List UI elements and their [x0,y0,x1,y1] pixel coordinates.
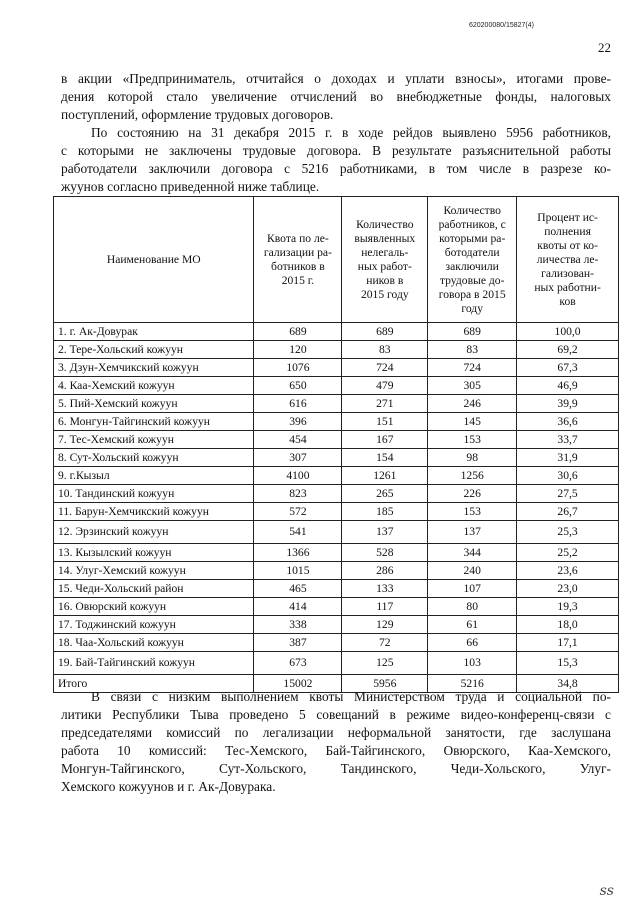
cell-quota: 1015 [254,562,342,580]
cell-contracts: 107 [428,580,517,598]
cell-municipality: 8. Сут-Хольский кожуун [54,449,254,467]
cell-quota: 465 [254,580,342,598]
cell-contracts: 83 [428,341,517,359]
cell-contracts: 137 [428,521,517,544]
cell-quota: 387 [254,634,342,652]
cell-contracts: 80 [428,598,517,616]
cell-contracts: 246 [428,395,517,413]
page-number: 22 [598,40,611,55]
table-header-row [54,197,619,323]
text-line: работодатели заключили договора с 5216 работниками, в том числе в разрезе ко- [61,161,611,176]
cell-contracts: 305 [428,377,517,395]
table-row [54,449,619,467]
cell-municipality: 13. Кызылский кожуун [54,544,254,562]
cell-percent: 23,0 [517,580,619,598]
cell-municipality: 16. Овюрский кожуун [54,598,254,616]
document-id: 620200080/15827(4) [468,22,534,29]
cell-percent: 27,5 [517,485,619,503]
table-row [54,503,619,521]
cell-percent: 31,9 [517,449,619,467]
text-line: работа 10 комиссий: Тес-Хемского, Бай-Тайгинского, Овюрского, Каа-Хемского, [61,743,611,758]
table-row [54,395,619,413]
cell-contracts: 1256 [428,467,517,485]
cell-contracts: 145 [428,413,517,431]
cell-percent: 17,1 [517,634,619,652]
text-line: жуунов согласно приведенной ниже таблице. [61,179,320,194]
cell-percent: 23,6 [517,562,619,580]
cell-found: 528 [342,544,428,562]
table-row [54,359,619,377]
cell-percent: 46,9 [517,377,619,395]
cell-municipality: 9. г.Кызыл [54,467,254,485]
header-found: Количество выявленных нелегаль- ных работ- ников в 2015 году [342,197,428,323]
table-row [54,431,619,449]
cell-found: 137 [342,521,428,544]
cell-contracts: 153 [428,431,517,449]
cell-quota: 15002 [254,675,342,693]
cell-found: 72 [342,634,428,652]
cell-found: 117 [342,598,428,616]
cell-percent: 26,7 [517,503,619,521]
cell-quota: 673 [254,652,342,675]
cell-quota: 823 [254,485,342,503]
handwritten-mark: ss [599,883,614,899]
cell-quota: 414 [254,598,342,616]
cell-percent: 18,0 [517,616,619,634]
cell-percent: 39,9 [517,395,619,413]
text-line: литики Республики Тыва проведено 5 совещаний в режиме видео-конференц-связи с [61,707,611,722]
cell-municipality: 12. Эрзинский кожуун [54,521,254,544]
cell-municipality: 3. Дзун-Хемчикский кожуун [54,359,254,377]
cell-municipality: 17. Тоджинский кожуун [54,616,254,634]
table-row [54,485,619,503]
cell-quota: 650 [254,377,342,395]
cell-quota: 689 [254,323,342,341]
cell-municipality: 18. Чаа-Хольский кожуун [54,634,254,652]
cell-contracts: 689 [428,323,517,341]
table-row [54,616,619,634]
cell-percent: 15,3 [517,652,619,675]
cell-found: 154 [342,449,428,467]
text-line: поступлений, оформление трудовых договоров. [61,107,334,122]
table-row [54,598,619,616]
cell-quota: 338 [254,616,342,634]
cell-quota: 4100 [254,467,342,485]
table-row [54,413,619,431]
cell-municipality: 10. Тандинский кожуун [54,485,254,503]
cell-found: 151 [342,413,428,431]
paragraph-intro [61,70,611,124]
header-percent: Процент ис- полнения квоты от ко- личества ле- гализован- ных работни- ков [517,197,619,323]
text-line: в акции «Предприниматель, отчитайся о доходах и уплати взносы», итогами прове- [61,71,611,86]
legalization-table [53,196,619,693]
cell-contracts: 5216 [428,675,517,693]
cell-quota: 616 [254,395,342,413]
table-row [54,544,619,562]
cell-found: 167 [342,431,428,449]
cell-contracts: 61 [428,616,517,634]
cell-contracts: 724 [428,359,517,377]
table-row [54,521,619,544]
cell-found: 1261 [342,467,428,485]
cell-percent: 25,3 [517,521,619,544]
text-line: В связи с низким выполнением квоты Министерством труда и социальной по- [91,689,611,704]
cell-municipality: 15. Чеди-Хольский район [54,580,254,598]
cell-found: 479 [342,377,428,395]
cell-contracts: 66 [428,634,517,652]
header-contracts: Количество работников, с которыми ра- ботодатели заключили трудовые до- говора в 2015 году [428,197,517,323]
cell-found: 133 [342,580,428,598]
cell-found: 265 [342,485,428,503]
cell-quota: 1366 [254,544,342,562]
cell-municipality: 5. Пий-Хемский кожуун [54,395,254,413]
cell-found: 689 [342,323,428,341]
table-row [54,341,619,359]
cell-quota: 1076 [254,359,342,377]
header-municipality: Наименование МО [54,197,254,323]
table-row [54,377,619,395]
cell-quota: 120 [254,341,342,359]
cell-contracts: 240 [428,562,517,580]
cell-contracts: 153 [428,503,517,521]
text-line: Монгун-Тайгинского, Сут-Хольского, Тандинского, Чеди-Хольского, Улуг- [61,761,611,776]
text-line: По состоянию на 31 декабря 2015 г. в ходе рейдов выявлено 5956 работников, [91,125,611,140]
cell-found: 286 [342,562,428,580]
cell-percent: 67,3 [517,359,619,377]
cell-municipality: 6. Монгун-Тайгинский кожуун [54,413,254,431]
cell-percent: 36,6 [517,413,619,431]
cell-contracts: 103 [428,652,517,675]
cell-found: 185 [342,503,428,521]
table-row [54,580,619,598]
header-quota: Квота по ле- гализации ра- ботников в 2015 г. [254,197,342,323]
cell-contracts: 226 [428,485,517,503]
cell-contracts: 344 [428,544,517,562]
table-row [54,562,619,580]
cell-found: 125 [342,652,428,675]
cell-found: 5956 [342,675,428,693]
cell-percent: 19,3 [517,598,619,616]
cell-found: 129 [342,616,428,634]
cell-percent: 25,2 [517,544,619,562]
cell-found: 83 [342,341,428,359]
cell-percent: 100,0 [517,323,619,341]
text-line: дения которой стало увеличение отчислений во внебюджетные фонды, налоговых [61,89,611,104]
table-row [54,634,619,652]
cell-found: 271 [342,395,428,413]
text-line: председателями комиссий по легализации неформальной занятости, где заслушана [61,725,611,740]
text-line: Хемского кожуунов и г. Ак-Довурака. [61,779,276,794]
table-row [54,652,619,675]
cell-municipality: 2. Тере-Хольский кожуун [54,341,254,359]
cell-percent: 30,6 [517,467,619,485]
cell-contracts: 98 [428,449,517,467]
paragraph-conclusion [61,688,611,796]
paragraph-summary [61,124,611,196]
cell-quota: 454 [254,431,342,449]
cell-percent: 34,8 [517,675,619,693]
cell-municipality: 7. Тес-Хемский кожуун [54,431,254,449]
cell-quota: 396 [254,413,342,431]
cell-municipality: 1. г. Ак-Довурак [54,323,254,341]
cell-percent: 69,2 [517,341,619,359]
cell-percent: 33,7 [517,431,619,449]
table-body [54,323,619,693]
cell-found: 724 [342,359,428,377]
cell-quota: 307 [254,449,342,467]
table-row [54,323,619,341]
cell-municipality: Итого [54,675,254,693]
cell-quota: 541 [254,521,342,544]
cell-municipality: 11. Барун-Хемчикский кожуун [54,503,254,521]
cell-quota: 572 [254,503,342,521]
cell-municipality: 4. Каа-Хемский кожуун [54,377,254,395]
cell-municipality: 19. Бай-Тайгинский кожуун [54,652,254,675]
cell-municipality: 14. Улуг-Хемский кожуун [54,562,254,580]
table-row [54,467,619,485]
text-line: с которыми не заключены трудовые договора. В результате разъяснительной работы [61,143,611,158]
